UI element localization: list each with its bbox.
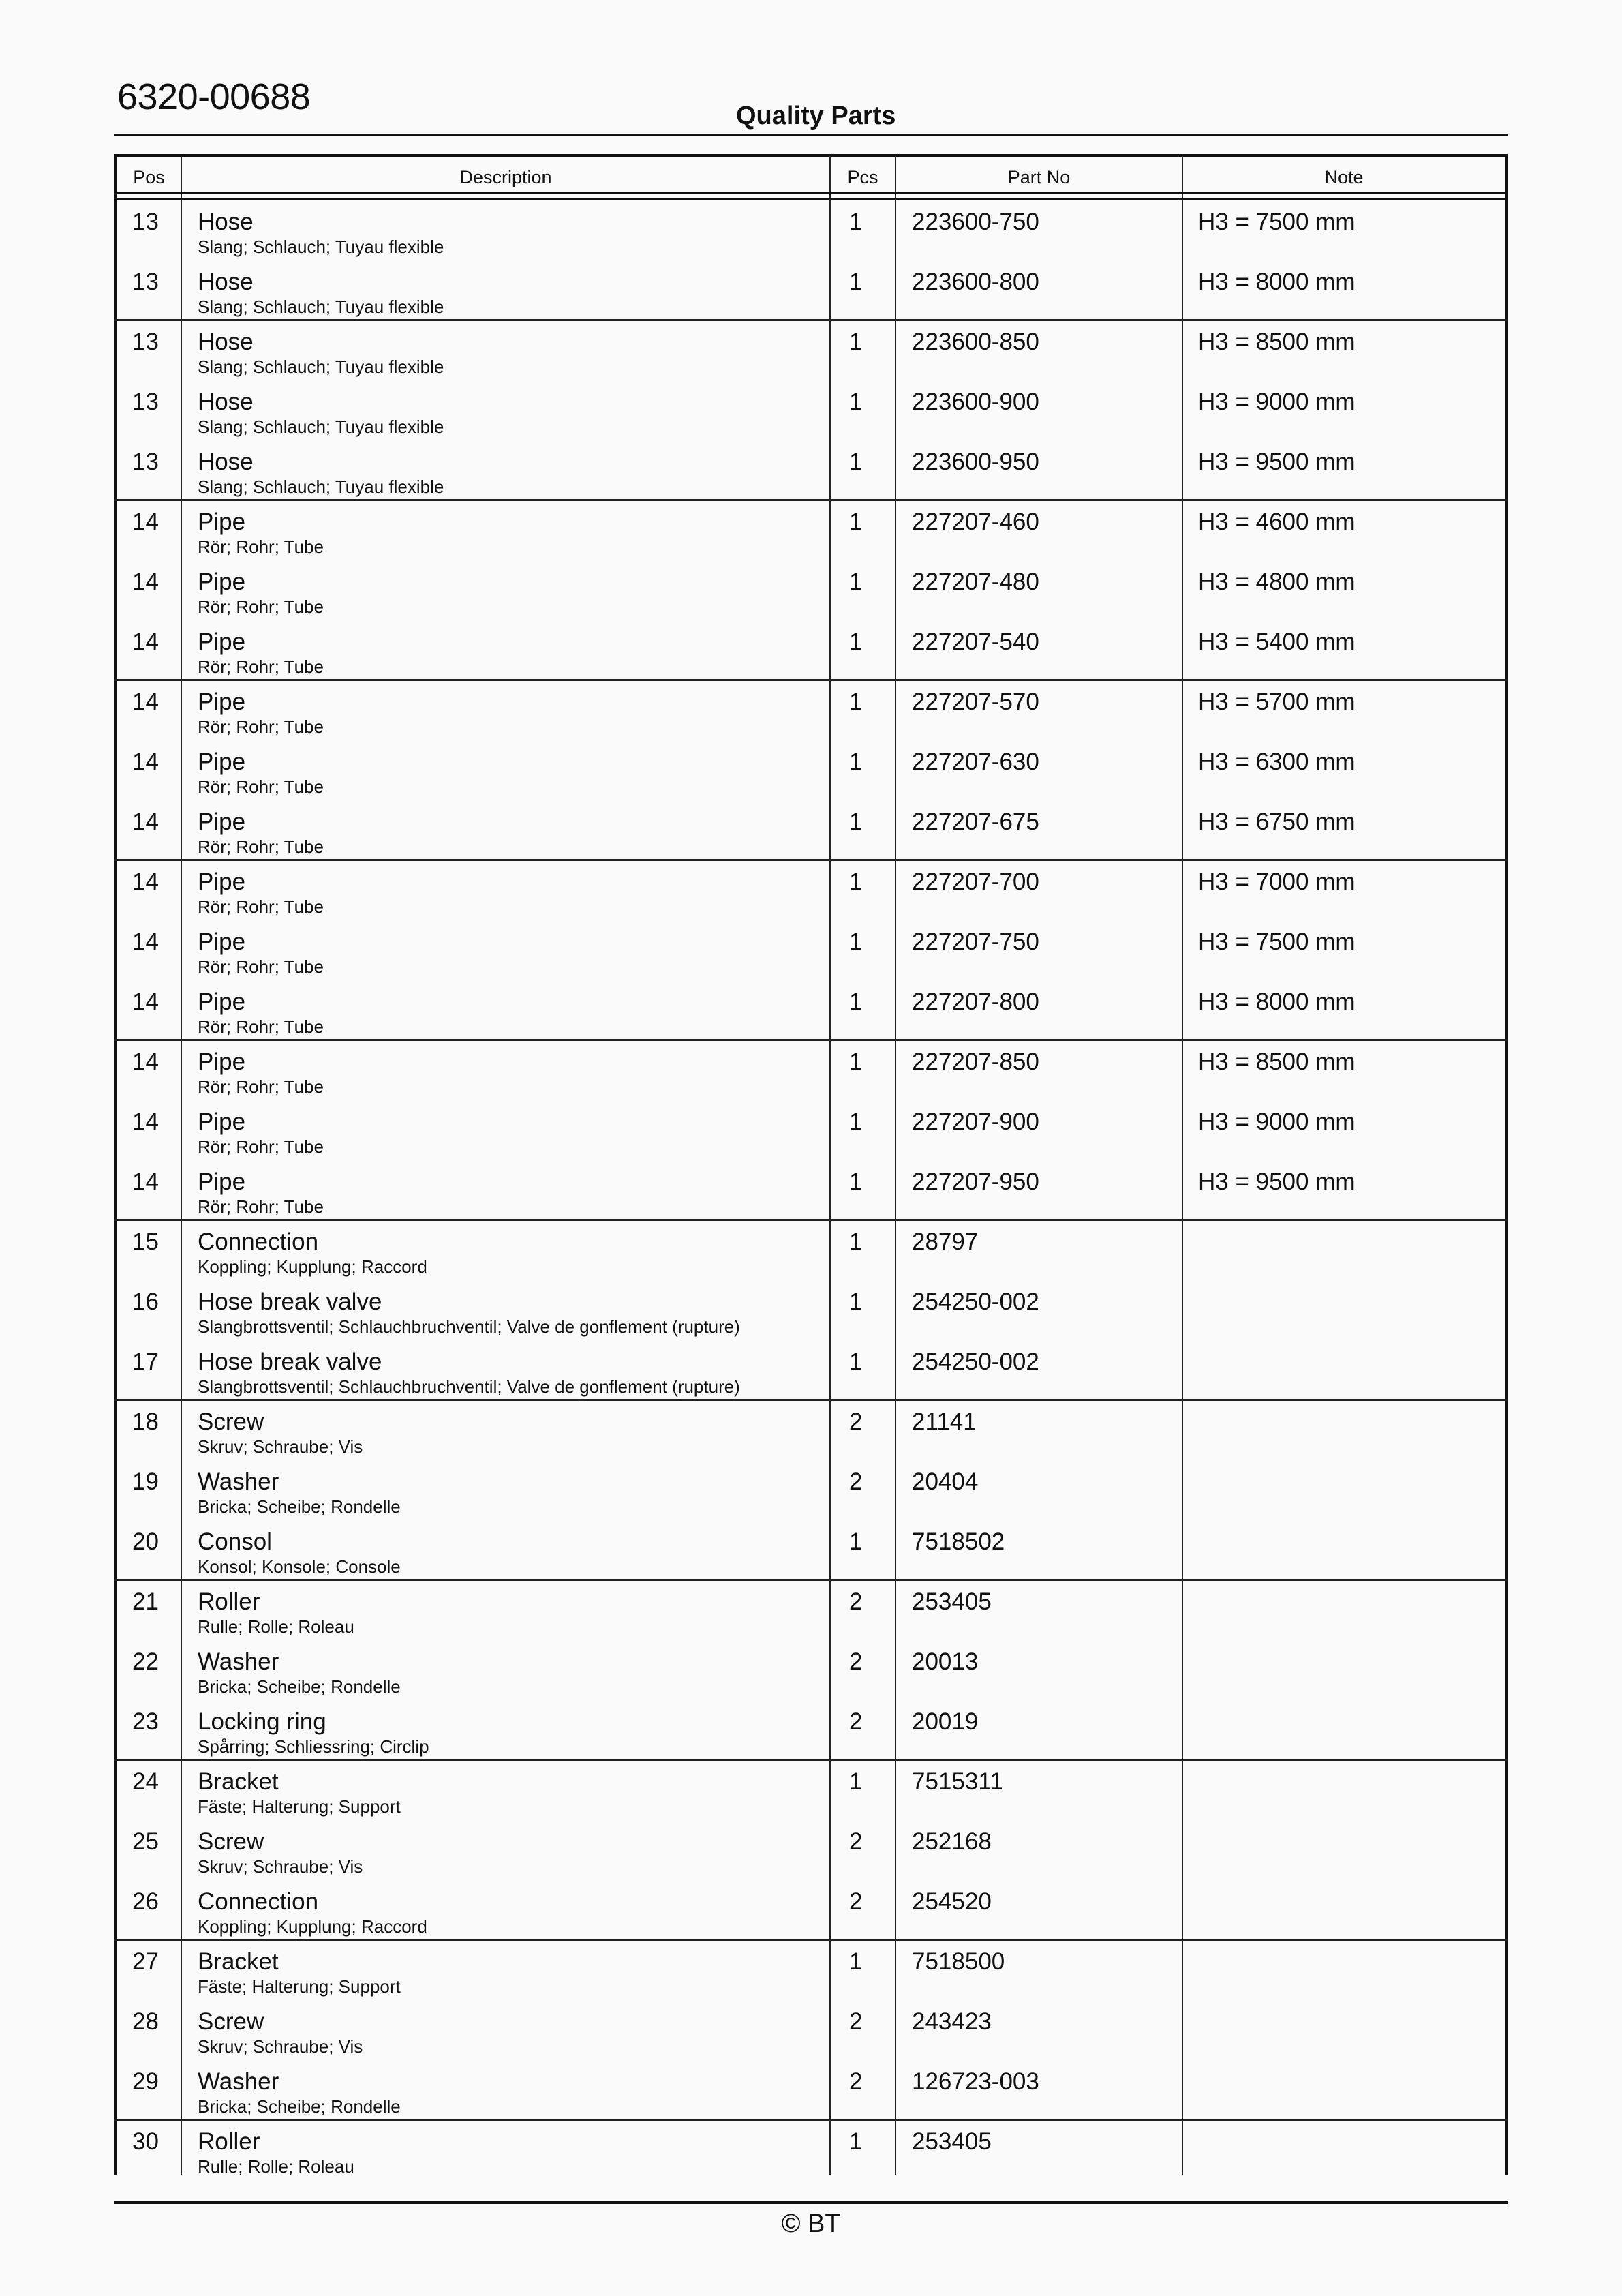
group-separator (114, 1399, 1508, 1401)
part-name: Pipe (198, 689, 246, 715)
position-number: 16 (132, 1288, 159, 1315)
quantity: 1 (849, 1048, 863, 1075)
part-number: 126723-003 (912, 2068, 1039, 2095)
description-cell (198, 2068, 825, 2117)
table-row[interactable] (114, 1408, 1508, 1468)
part-translations: Koppling; Kupplung; Raccord (198, 1916, 427, 1937)
position-number: 13 (132, 269, 159, 295)
header-double-line-top (114, 192, 1508, 194)
table-row[interactable] (114, 389, 1508, 449)
part-translations: Fäste; Halterung; Support (198, 1976, 401, 1997)
position-number: 14 (132, 629, 159, 655)
quantity: 2 (849, 1588, 863, 1615)
note: H3 = 9500 mm (1198, 449, 1356, 475)
position-number: 21 (132, 1588, 159, 1615)
group-separator (114, 1759, 1508, 1761)
description-cell (198, 2008, 825, 2057)
group-separator (114, 2119, 1508, 2121)
part-translations: Slangbrottsventil; Schlauchbruchventil; Valve de gonflement (rupture) (198, 1316, 740, 1337)
part-translations: Skruv; Schraube; Vis (198, 2036, 363, 2057)
note: H3 = 7500 mm (1198, 928, 1356, 955)
position-number: 14 (132, 569, 159, 595)
part-number: 227207-750 (912, 928, 1039, 955)
part-translations: Rör; Rohr; Tube (198, 596, 324, 617)
note: H3 = 6750 mm (1198, 809, 1356, 835)
description-cell (198, 209, 825, 258)
part-name: Bracket (198, 1768, 279, 1795)
quantity: 1 (849, 389, 863, 415)
part-number: 21141 (912, 1408, 977, 1435)
part-translations: Koppling; Kupplung; Raccord (198, 1256, 427, 1277)
part-number: 20019 (912, 1708, 979, 1735)
table-row[interactable] (114, 1948, 1508, 2008)
part-number: 252168 (912, 1828, 992, 1855)
position-number: 27 (132, 1948, 159, 1975)
quantity: 2 (849, 1828, 863, 1855)
note: H3 = 4800 mm (1198, 569, 1356, 595)
description-cell (198, 329, 825, 378)
table-row[interactable] (114, 2128, 1508, 2188)
description-cell (198, 449, 825, 498)
part-translations: Slang; Schlauch; Tuyau flexible (198, 297, 444, 317)
part-name: Bracket (198, 1948, 279, 1975)
part-name: Pipe (198, 1168, 246, 1195)
quantity: 1 (849, 689, 863, 715)
position-number: 14 (132, 689, 159, 715)
description-cell (198, 269, 825, 318)
note: H3 = 7000 mm (1198, 868, 1356, 895)
part-number: 7518500 (912, 1948, 1005, 1975)
quantity: 2 (849, 1648, 863, 1675)
description-cell (198, 1108, 825, 1158)
part-translations: Rör; Rohr; Tube (198, 1136, 324, 1157)
position-number: 14 (132, 1168, 159, 1195)
table-row[interactable] (114, 329, 1508, 389)
quantity: 1 (849, 988, 863, 1015)
quantity: 1 (849, 269, 863, 295)
part-number: 253405 (912, 2128, 992, 2155)
part-number: 227207-900 (912, 1108, 1039, 1135)
part-name: Pipe (198, 749, 246, 775)
part-number: 227207-850 (912, 1048, 1039, 1075)
position-number: 29 (132, 2068, 159, 2095)
part-name: Screw (198, 2008, 264, 2035)
note: H3 = 9000 mm (1198, 389, 1356, 415)
footer-rule (114, 2201, 1508, 2204)
position-number: 14 (132, 509, 159, 535)
part-name: Washer (198, 2068, 279, 2095)
header-double-line-bottom (114, 198, 1508, 200)
part-translations: Rör; Rohr; Tube (198, 1076, 324, 1097)
table-row[interactable] (114, 209, 1508, 269)
part-translations: Slang; Schlauch; Tuyau flexible (198, 357, 444, 377)
part-name: Pipe (198, 569, 246, 595)
part-name: Connection (198, 1888, 319, 1915)
description-cell (198, 1348, 825, 1398)
document-title: Quality Parts (736, 102, 896, 130)
part-name: Hose (198, 449, 254, 475)
description-cell (198, 868, 825, 918)
column-header-description: Description (459, 167, 552, 187)
part-number: 223600-900 (912, 389, 1039, 415)
position-number: 14 (132, 809, 159, 835)
quantity: 1 (849, 329, 863, 355)
part-translations: Rulle; Rolle; Roleau (198, 2156, 354, 2177)
position-number: 13 (132, 449, 159, 475)
table-row[interactable] (114, 1648, 1508, 1708)
position-number: 28 (132, 2008, 159, 2035)
part-name: Washer (198, 1468, 279, 1495)
note: H3 = 5700 mm (1198, 689, 1356, 715)
part-name: Screw (198, 1828, 264, 1855)
group-separator (114, 1039, 1508, 1041)
part-number: 28797 (912, 1228, 979, 1255)
description-cell (198, 569, 825, 618)
quantity: 2 (849, 1708, 863, 1735)
part-translations: Bricka; Scheibe; Rondelle (198, 2096, 401, 2117)
part-number: 254250-002 (912, 1348, 1039, 1375)
position-number: 14 (132, 749, 159, 775)
group-separator (114, 859, 1508, 861)
document-number: 6320-00688 (117, 76, 311, 117)
part-translations: Rulle; Rolle; Roleau (198, 1616, 354, 1637)
part-number: 227207-675 (912, 809, 1039, 835)
part-number: 223600-750 (912, 209, 1039, 235)
note: H3 = 8000 mm (1198, 988, 1356, 1015)
part-translations: Rör; Rohr; Tube (198, 776, 324, 797)
table-row[interactable] (114, 928, 1508, 988)
position-number: 23 (132, 1708, 159, 1735)
description-cell (198, 1948, 825, 1997)
part-translations: Bricka; Scheibe; Rondelle (198, 1676, 401, 1697)
quantity: 1 (849, 1348, 863, 1375)
table-row[interactable] (114, 1468, 1508, 1528)
part-number: 243423 (912, 2008, 992, 2035)
part-number: 227207-480 (912, 569, 1039, 595)
part-number: 254520 (912, 1888, 992, 1915)
quantity: 2 (849, 1408, 863, 1435)
quantity: 1 (849, 1108, 863, 1135)
part-name: Consol (198, 1528, 272, 1555)
part-number: 227207-540 (912, 629, 1039, 655)
part-translations: Spårring; Schliessring; Circlip (198, 1736, 429, 1757)
part-translations: Konsol; Konsole; Console (198, 1556, 401, 1577)
note: H3 = 8000 mm (1198, 269, 1356, 295)
table-row[interactable] (114, 689, 1508, 749)
parts-table (114, 154, 1508, 2175)
group-separator (114, 1939, 1508, 1941)
table-row[interactable] (114, 1048, 1508, 1108)
quantity: 2 (849, 2068, 863, 2095)
table-row[interactable] (114, 749, 1508, 809)
quantity: 2 (849, 1468, 863, 1495)
description-cell (198, 389, 825, 438)
group-separator (114, 499, 1508, 501)
part-number: 227207-460 (912, 509, 1039, 535)
part-number: 223600-850 (912, 329, 1039, 355)
part-number: 227207-630 (912, 749, 1039, 775)
part-translations: Skruv; Schraube; Vis (198, 1436, 363, 1457)
part-translations: Rör; Rohr; Tube (198, 1016, 324, 1037)
quantity: 1 (849, 209, 863, 235)
position-number: 20 (132, 1528, 159, 1555)
note: H3 = 9000 mm (1198, 1108, 1356, 1135)
description-cell (198, 1888, 825, 1937)
description-cell (198, 1468, 825, 1517)
description-cell (198, 1708, 825, 1757)
part-translations: Rör; Rohr; Tube (198, 956, 324, 977)
table-row[interactable] (114, 1828, 1508, 1888)
description-cell (198, 1648, 825, 1697)
column-header-note: Note (1324, 167, 1364, 187)
description-cell (198, 809, 825, 858)
quantity: 1 (849, 809, 863, 835)
description-cell (198, 928, 825, 978)
table-row[interactable] (114, 569, 1508, 629)
note: H3 = 4600 mm (1198, 509, 1356, 535)
part-translations: Rör; Rohr; Tube (198, 716, 324, 737)
description-cell (198, 2128, 825, 2177)
quantity: 1 (849, 1228, 863, 1255)
part-number: 227207-700 (912, 868, 1039, 895)
table-row[interactable] (114, 1288, 1508, 1348)
quantity: 1 (849, 1528, 863, 1555)
description-cell (198, 988, 825, 1038)
description-cell (198, 509, 825, 558)
quantity: 1 (849, 449, 863, 475)
part-name: Hose (198, 329, 254, 355)
description-cell (198, 689, 825, 738)
part-name: Pipe (198, 509, 246, 535)
part-name: Pipe (198, 1048, 246, 1075)
quantity: 1 (849, 509, 863, 535)
group-separator (114, 319, 1508, 321)
note: H3 = 6300 mm (1198, 749, 1356, 775)
description-cell (198, 1588, 825, 1637)
group-separator (114, 679, 1508, 681)
part-number: 253405 (912, 1588, 992, 1615)
part-name: Pipe (198, 809, 246, 835)
position-number: 24 (132, 1768, 159, 1795)
part-name: Screw (198, 1408, 264, 1435)
position-number: 14 (132, 1108, 159, 1135)
position-number: 25 (132, 1828, 159, 1855)
part-name: Pipe (198, 928, 246, 955)
part-name: Pipe (198, 1108, 246, 1135)
position-number: 15 (132, 1228, 159, 1255)
part-number: 227207-950 (912, 1168, 1039, 1195)
header-rule (114, 134, 1508, 136)
part-translations: Slang; Schlauch; Tuyau flexible (198, 477, 444, 497)
position-number: 22 (132, 1648, 159, 1675)
part-name: Washer (198, 1648, 279, 1675)
part-translations: Rör; Rohr; Tube (198, 836, 324, 857)
quantity: 1 (849, 1168, 863, 1195)
position-number: 14 (132, 868, 159, 895)
part-translations: Rör; Rohr; Tube (198, 537, 324, 557)
part-name: Connection (198, 1228, 319, 1255)
quantity: 2 (849, 1888, 863, 1915)
part-number: 254250-002 (912, 1288, 1039, 1315)
position-number: 17 (132, 1348, 159, 1375)
column-header-part-no: Part No (1007, 167, 1071, 187)
part-name: Pipe (198, 988, 246, 1015)
part-number: 20404 (912, 1468, 979, 1495)
part-name: Hose break valve (198, 1348, 382, 1375)
note: H3 = 5400 mm (1198, 629, 1356, 655)
part-name: Hose break valve (198, 1288, 382, 1315)
note: H3 = 7500 mm (1198, 209, 1356, 235)
description-cell (198, 1048, 825, 1098)
part-translations: Slangbrottsventil; Schlauchbruchventil; Valve de gonflement (rupture) (198, 1376, 740, 1397)
position-number: 14 (132, 988, 159, 1015)
part-translations: Bricka; Scheibe; Rondelle (198, 1496, 401, 1517)
position-number: 13 (132, 209, 159, 235)
description-cell (198, 749, 825, 798)
table-row[interactable] (114, 868, 1508, 928)
description-cell (198, 1228, 825, 1278)
group-separator (114, 1579, 1508, 1581)
part-name: Hose (198, 389, 254, 415)
table-border-top (114, 154, 1508, 157)
quantity: 1 (849, 1948, 863, 1975)
part-number: 223600-800 (912, 269, 1039, 295)
part-translations: Rör; Rohr; Tube (198, 1196, 324, 1217)
copyright: © BT (781, 2209, 841, 2238)
table-row[interactable] (114, 1768, 1508, 1828)
part-number: 7518502 (912, 1528, 1005, 1555)
quantity: 1 (849, 749, 863, 775)
description-cell (198, 1768, 825, 1817)
part-number: 223600-950 (912, 449, 1039, 475)
part-name: Pipe (198, 629, 246, 655)
position-number: 18 (132, 1408, 159, 1435)
note: H3 = 9500 mm (1198, 1168, 1356, 1195)
table-row[interactable] (114, 1588, 1508, 1648)
description-cell (198, 1168, 825, 1218)
position-number: 26 (132, 1888, 159, 1915)
column-header-pos: Pos (133, 167, 165, 187)
part-name: Hose (198, 269, 254, 295)
quantity: 1 (849, 1768, 863, 1795)
position-number: 13 (132, 389, 159, 415)
note: H3 = 8500 mm (1198, 1048, 1356, 1075)
table-row[interactable] (114, 509, 1508, 569)
part-translations: Rör; Rohr; Tube (198, 656, 324, 677)
part-name: Locking ring (198, 1708, 326, 1735)
quantity: 1 (849, 1288, 863, 1315)
part-name: Pipe (198, 868, 246, 895)
part-translations: Fäste; Halterung; Support (198, 1796, 401, 1817)
part-translations: Rör; Rohr; Tube (198, 896, 324, 917)
quantity: 1 (849, 629, 863, 655)
description-cell (198, 1408, 825, 1457)
part-translations: Skruv; Schraube; Vis (198, 1856, 363, 1877)
quantity: 2 (849, 2008, 863, 2035)
part-name: Hose (198, 209, 254, 235)
column-header-pcs: Pcs (847, 167, 878, 187)
quantity: 1 (849, 928, 863, 955)
description-cell (198, 1288, 825, 1338)
position-number: 30 (132, 2128, 159, 2155)
description-cell (198, 1528, 825, 1577)
part-translations: Slang; Schlauch; Tuyau flexible (198, 237, 444, 257)
note: H3 = 8500 mm (1198, 329, 1356, 355)
part-number: 227207-800 (912, 988, 1039, 1015)
position-number: 14 (132, 1048, 159, 1075)
part-number: 227207-570 (912, 689, 1039, 715)
table-row[interactable] (114, 1228, 1508, 1288)
group-separator (114, 1219, 1508, 1221)
table-row[interactable] (114, 2008, 1508, 2068)
description-cell (198, 1828, 825, 1877)
position-number: 14 (132, 928, 159, 955)
part-number: 7515311 (912, 1768, 1003, 1795)
position-number: 19 (132, 1468, 159, 1495)
part-name: Roller (198, 2128, 260, 2155)
position-number: 13 (132, 329, 159, 355)
quantity: 1 (849, 569, 863, 595)
quantity: 1 (849, 2128, 863, 2155)
table-row[interactable] (114, 1108, 1508, 1168)
part-translations: Slang; Schlauch; Tuyau flexible (198, 417, 444, 437)
quantity: 1 (849, 868, 863, 895)
part-number: 20013 (912, 1648, 979, 1675)
part-name: Roller (198, 1588, 260, 1615)
description-cell (198, 629, 825, 678)
